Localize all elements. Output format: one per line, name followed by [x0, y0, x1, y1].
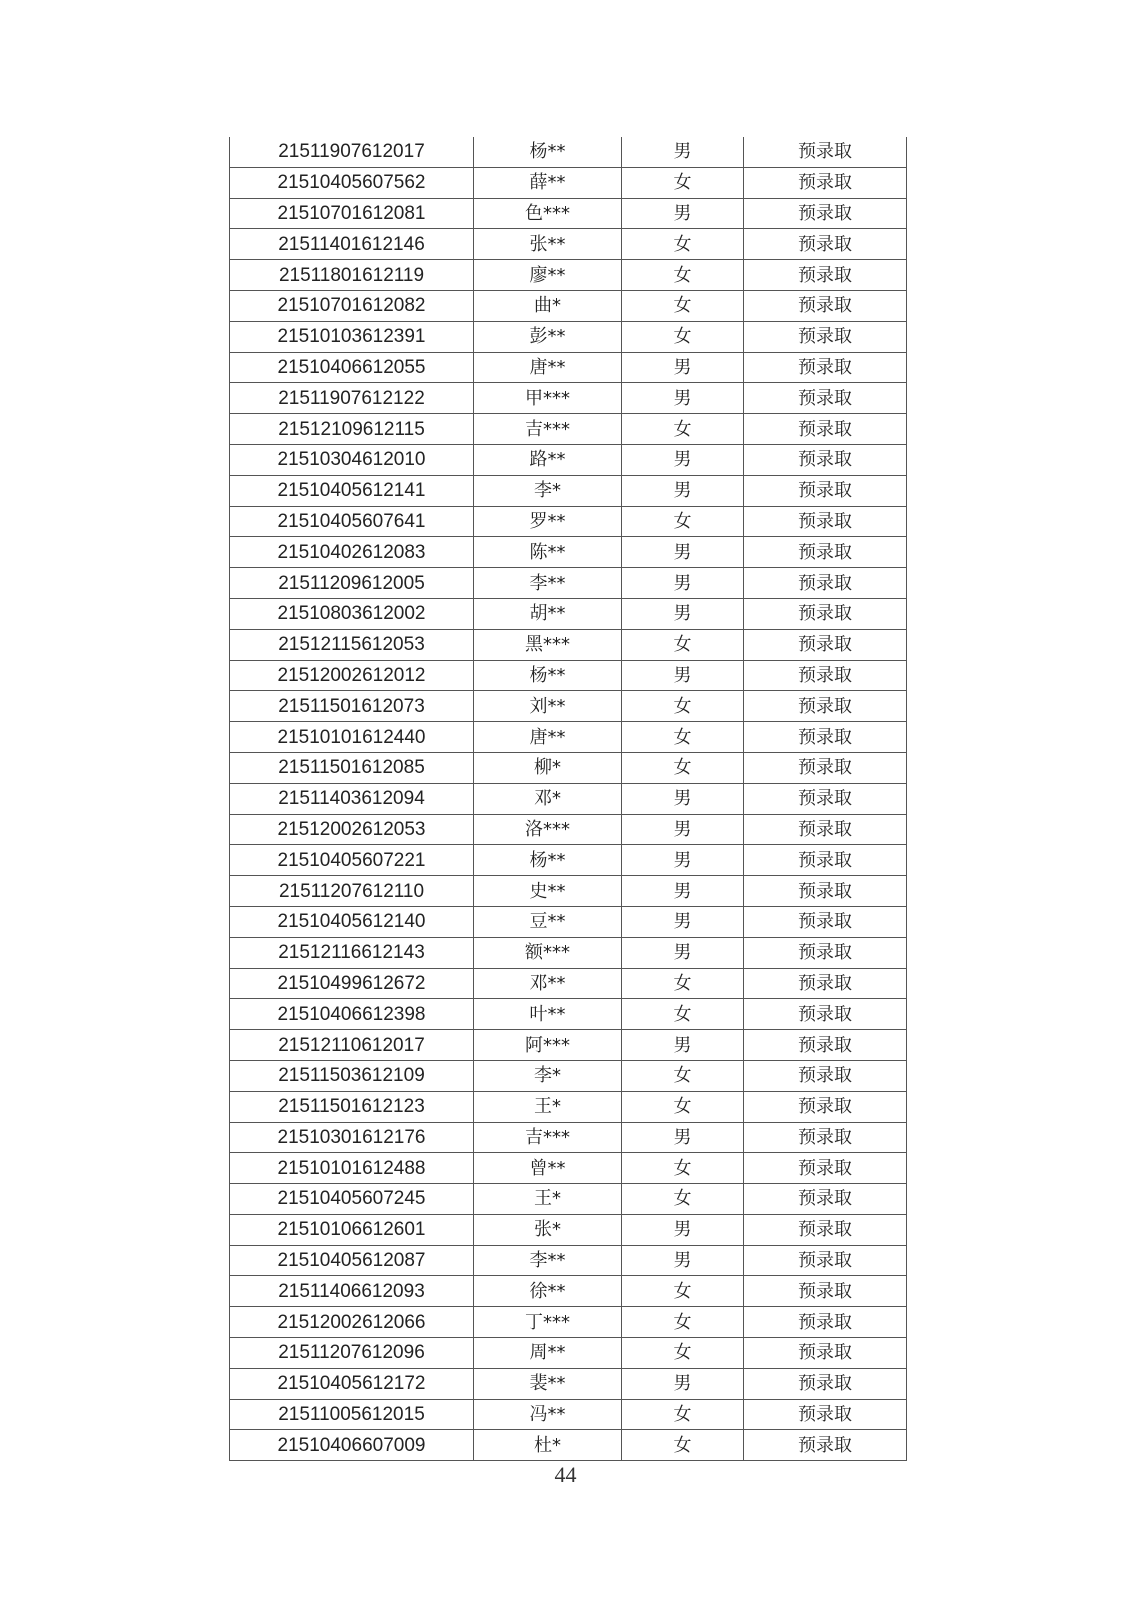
name-cell: 裴** [474, 1368, 622, 1399]
name-cell: 丁*** [474, 1307, 622, 1338]
gender-cell: 男 [622, 475, 744, 506]
name-cell: 李** [474, 1245, 622, 1276]
admission-status-cell: 预录取 [744, 352, 907, 383]
admission-status-cell: 预录取 [744, 999, 907, 1030]
name-cell: 杜* [474, 1430, 622, 1461]
table-row [230, 383, 907, 414]
name-cell: 冯** [474, 1399, 622, 1430]
admission-status-cell: 预录取 [744, 1368, 907, 1399]
table-row [230, 752, 907, 783]
admission-status-cell: 预录取 [744, 660, 907, 691]
exam-number-cell: 21511501612123 [230, 1091, 474, 1122]
exam-number-cell: 21510405607221 [230, 845, 474, 876]
gender-cell: 女 [622, 968, 744, 999]
exam-number-cell: 21512115612053 [230, 629, 474, 660]
gender-cell: 女 [622, 752, 744, 783]
exam-number-cell: 21510499612672 [230, 968, 474, 999]
gender-cell: 男 [622, 352, 744, 383]
gender-cell: 女 [622, 999, 744, 1030]
table-row [230, 352, 907, 383]
admission-table [229, 137, 907, 1461]
table-row [230, 660, 907, 691]
admission-status-cell: 预录取 [744, 629, 907, 660]
table-row [230, 1307, 907, 1338]
exam-number-cell: 21512002612053 [230, 814, 474, 845]
table-row [230, 260, 907, 291]
name-cell: 陈** [474, 537, 622, 568]
table-row [230, 506, 907, 537]
admission-status-cell: 预录取 [744, 1122, 907, 1153]
table-row [230, 137, 907, 167]
exam-number-cell: 21510406607009 [230, 1430, 474, 1461]
gender-cell: 女 [622, 1091, 744, 1122]
name-cell: 吉*** [474, 414, 622, 445]
table-row [230, 568, 907, 599]
gender-cell: 女 [622, 290, 744, 321]
table-row [230, 1368, 907, 1399]
name-cell: 王* [474, 1184, 622, 1215]
name-cell: 杨** [474, 660, 622, 691]
name-cell: 吉*** [474, 1122, 622, 1153]
admission-status-cell: 预录取 [744, 568, 907, 599]
table-row [230, 198, 907, 229]
gender-cell: 男 [622, 1368, 744, 1399]
table-row [230, 1338, 907, 1369]
name-cell: 邓** [474, 968, 622, 999]
gender-cell: 女 [622, 229, 744, 260]
admission-status-cell: 预录取 [744, 1091, 907, 1122]
name-cell: 薛** [474, 167, 622, 198]
name-cell: 豆** [474, 906, 622, 937]
table-row [230, 167, 907, 198]
admission-status-cell: 预录取 [744, 1184, 907, 1215]
admission-status-cell: 预录取 [744, 383, 907, 414]
name-cell: 曲* [474, 290, 622, 321]
exam-number-cell: 21510701612081 [230, 198, 474, 229]
exam-number-cell: 21510405612141 [230, 475, 474, 506]
table-row [230, 845, 907, 876]
gender-cell: 男 [622, 937, 744, 968]
table-row [230, 1060, 907, 1091]
gender-cell: 女 [622, 691, 744, 722]
name-cell: 阿*** [474, 1030, 622, 1061]
exam-number-cell: 21511501612073 [230, 691, 474, 722]
exam-number-cell: 21512109612115 [230, 414, 474, 445]
gender-cell: 男 [622, 876, 744, 907]
gender-cell: 女 [622, 1430, 744, 1461]
admission-status-cell: 预录取 [744, 937, 907, 968]
admission-status-cell: 预录取 [744, 1153, 907, 1184]
table-row [230, 1276, 907, 1307]
admission-status-cell: 预录取 [744, 260, 907, 291]
table-row [230, 937, 907, 968]
admission-status-cell: 预录取 [744, 1245, 907, 1276]
gender-cell: 女 [622, 1307, 744, 1338]
page-number: 44 [554, 1462, 577, 1487]
exam-number-cell: 21511907612017 [230, 137, 474, 167]
exam-number-cell: 21511406612093 [230, 1276, 474, 1307]
name-cell: 唐** [474, 352, 622, 383]
gender-cell: 男 [622, 814, 744, 845]
gender-cell: 女 [622, 1399, 744, 1430]
gender-cell: 男 [622, 1030, 744, 1061]
name-cell: 杨** [474, 845, 622, 876]
name-cell: 曾** [474, 1153, 622, 1184]
admission-status-cell: 预录取 [744, 876, 907, 907]
admission-status-cell: 预录取 [744, 167, 907, 198]
gender-cell: 男 [622, 845, 744, 876]
gender-cell: 男 [622, 1122, 744, 1153]
admission-table-body [230, 137, 907, 1461]
name-cell: 甲*** [474, 383, 622, 414]
gender-cell: 女 [622, 260, 744, 291]
table-row [230, 537, 907, 568]
gender-cell: 女 [622, 506, 744, 537]
table-row [230, 906, 907, 937]
exam-number-cell: 21510405607245 [230, 1184, 474, 1215]
gender-cell: 男 [622, 568, 744, 599]
exam-number-cell: 21510301612176 [230, 1122, 474, 1153]
exam-number-cell: 21510304612010 [230, 444, 474, 475]
exam-number-cell: 21511501612085 [230, 752, 474, 783]
name-cell: 罗** [474, 506, 622, 537]
name-cell: 张* [474, 1214, 622, 1245]
name-cell: 色*** [474, 198, 622, 229]
gender-cell: 男 [622, 383, 744, 414]
name-cell: 李* [474, 1060, 622, 1091]
table-row [230, 444, 907, 475]
table-row [230, 1430, 907, 1461]
exam-number-cell: 21512002612066 [230, 1307, 474, 1338]
table-row [230, 629, 907, 660]
exam-number-cell: 21510406612055 [230, 352, 474, 383]
gender-cell: 男 [622, 906, 744, 937]
name-cell: 王* [474, 1091, 622, 1122]
gender-cell: 男 [622, 660, 744, 691]
gender-cell: 男 [622, 537, 744, 568]
name-cell: 额*** [474, 937, 622, 968]
gender-cell: 女 [622, 414, 744, 445]
table-row [230, 1399, 907, 1430]
name-cell: 周** [474, 1338, 622, 1369]
gender-cell: 女 [622, 321, 744, 352]
admission-status-cell: 预录取 [744, 752, 907, 783]
name-cell: 李* [474, 475, 622, 506]
admission-status-cell: 预录取 [744, 198, 907, 229]
gender-cell: 男 [622, 198, 744, 229]
table-row [230, 783, 907, 814]
exam-number-cell: 21512116612143 [230, 937, 474, 968]
gender-cell: 男 [622, 1214, 744, 1245]
table-row [230, 1091, 907, 1122]
name-cell: 路** [474, 444, 622, 475]
name-cell: 杨** [474, 137, 622, 167]
admission-status-cell: 预录取 [744, 968, 907, 999]
exam-number-cell: 21511401612146 [230, 229, 474, 260]
admission-status-cell: 预录取 [744, 1430, 907, 1461]
gender-cell: 男 [622, 444, 744, 475]
name-cell: 史** [474, 876, 622, 907]
name-cell: 李** [474, 568, 622, 599]
exam-number-cell: 21510803612002 [230, 598, 474, 629]
exam-number-cell: 21511005612015 [230, 1399, 474, 1430]
table-row [230, 1030, 907, 1061]
exam-number-cell: 21511209612005 [230, 568, 474, 599]
exam-number-cell: 21510103612391 [230, 321, 474, 352]
admission-status-cell: 预录取 [744, 414, 907, 445]
admission-status-cell: 预录取 [744, 475, 907, 506]
table-row [230, 1214, 907, 1245]
table-row [230, 691, 907, 722]
admission-status-cell: 预录取 [744, 691, 907, 722]
gender-cell: 女 [622, 1060, 744, 1091]
admission-status-cell: 预录取 [744, 290, 907, 321]
name-cell: 刘** [474, 691, 622, 722]
exam-number-cell: 21510402612083 [230, 537, 474, 568]
gender-cell: 女 [622, 1153, 744, 1184]
table-row [230, 999, 907, 1030]
admission-status-cell: 预录取 [744, 1338, 907, 1369]
exam-number-cell: 21512110612017 [230, 1030, 474, 1061]
admission-status-cell: 预录取 [744, 137, 907, 167]
exam-number-cell: 21511907612122 [230, 383, 474, 414]
exam-number-cell: 21510106612601 [230, 1214, 474, 1245]
admission-status-cell: 预录取 [744, 1214, 907, 1245]
exam-number-cell: 21511207612096 [230, 1338, 474, 1369]
gender-cell: 男 [622, 1245, 744, 1276]
table-row [230, 598, 907, 629]
gender-cell: 女 [622, 629, 744, 660]
gender-cell: 女 [622, 1338, 744, 1369]
admission-status-cell: 预录取 [744, 1060, 907, 1091]
admission-status-cell: 预录取 [744, 906, 907, 937]
admission-status-cell: 预录取 [744, 598, 907, 629]
admission-status-cell: 预录取 [744, 537, 907, 568]
table-row [230, 321, 907, 352]
gender-cell: 女 [622, 1184, 744, 1215]
exam-number-cell: 21510701612082 [230, 290, 474, 321]
admission-status-cell: 预录取 [744, 783, 907, 814]
table-row [230, 1153, 907, 1184]
exam-number-cell: 21510405612087 [230, 1245, 474, 1276]
table-row [230, 722, 907, 753]
table-row [230, 290, 907, 321]
table-row [230, 876, 907, 907]
name-cell: 黑*** [474, 629, 622, 660]
exam-number-cell: 21512002612012 [230, 660, 474, 691]
admission-status-cell: 预录取 [744, 1030, 907, 1061]
exam-number-cell: 21510101612488 [230, 1153, 474, 1184]
name-cell: 胡** [474, 598, 622, 629]
name-cell: 邓* [474, 783, 622, 814]
gender-cell: 男 [622, 598, 744, 629]
gender-cell: 男 [622, 783, 744, 814]
gender-cell: 男 [622, 137, 744, 167]
name-cell: 廖** [474, 260, 622, 291]
admission-status-cell: 预录取 [744, 321, 907, 352]
name-cell: 彭** [474, 321, 622, 352]
table-row [230, 229, 907, 260]
exam-number-cell: 21511207612110 [230, 876, 474, 907]
exam-number-cell: 21510405607641 [230, 506, 474, 537]
gender-cell: 女 [622, 167, 744, 198]
admission-status-cell: 预录取 [744, 845, 907, 876]
gender-cell: 女 [622, 1276, 744, 1307]
name-cell: 唐** [474, 722, 622, 753]
admission-status-cell: 预录取 [744, 1276, 907, 1307]
exam-number-cell: 21510406612398 [230, 999, 474, 1030]
exam-number-cell: 21510405607562 [230, 167, 474, 198]
table-row [230, 1122, 907, 1153]
name-cell: 张** [474, 229, 622, 260]
table-row [230, 814, 907, 845]
table-row [230, 968, 907, 999]
name-cell: 徐** [474, 1276, 622, 1307]
exam-number-cell: 21511503612109 [230, 1060, 474, 1091]
admission-status-cell: 预录取 [744, 506, 907, 537]
admission-status-cell: 预录取 [744, 814, 907, 845]
admission-status-cell: 预录取 [744, 229, 907, 260]
name-cell: 叶** [474, 999, 622, 1030]
exam-number-cell: 21510405612140 [230, 906, 474, 937]
admission-status-cell: 预录取 [744, 1307, 907, 1338]
exam-number-cell: 21510405612172 [230, 1368, 474, 1399]
table-row [230, 475, 907, 506]
gender-cell: 女 [622, 722, 744, 753]
exam-number-cell: 21511801612119 [230, 260, 474, 291]
exam-number-cell: 21511403612094 [230, 783, 474, 814]
admission-status-cell: 预录取 [744, 722, 907, 753]
admission-status-cell: 预录取 [744, 444, 907, 475]
name-cell: 洛*** [474, 814, 622, 845]
table-row [230, 414, 907, 445]
name-cell: 柳* [474, 752, 622, 783]
exam-number-cell: 21510101612440 [230, 722, 474, 753]
table-row [230, 1245, 907, 1276]
table-row [230, 1184, 907, 1215]
admission-status-cell: 预录取 [744, 1399, 907, 1430]
